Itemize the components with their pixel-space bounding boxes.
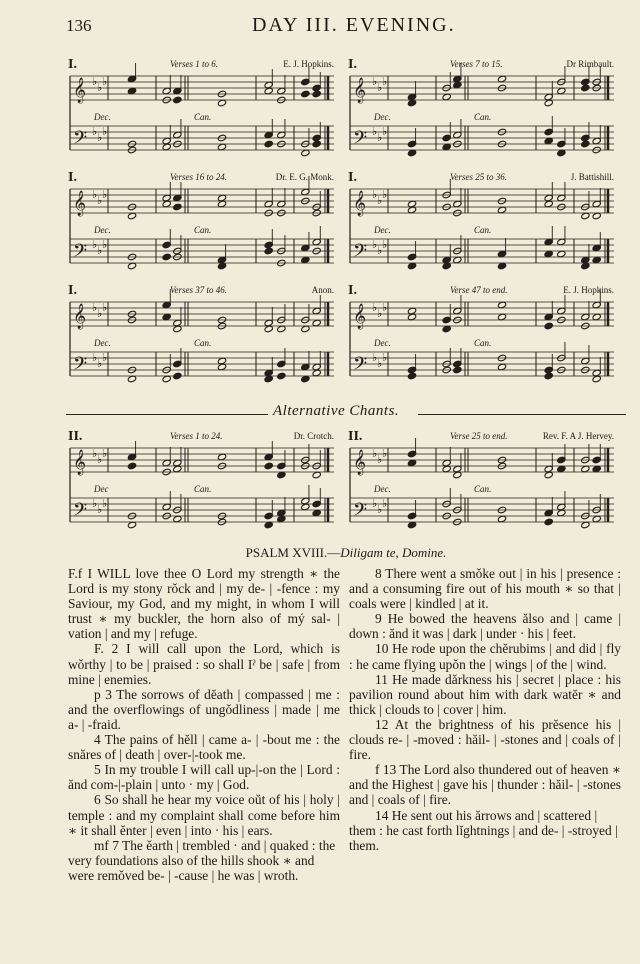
chant-verses: Verse 47 to end. (450, 285, 508, 295)
flat-icon: ♭ (372, 497, 378, 510)
treble-clef-icon: 𝄞 (73, 450, 87, 475)
chant-number: II. (348, 429, 363, 444)
dec-label: Dec. (94, 225, 111, 235)
dec-label: Dec. (374, 338, 391, 348)
music-score (66, 432, 338, 542)
music-score (66, 60, 338, 170)
chant-8 (346, 429, 618, 542)
verse-13: f 13 The Lord also thundered out of heaven ∗ and the Highest | gave his | thunder : hăil- | -stones and | coals of | fire. (349, 762, 621, 808)
chant-composer: J. Battishill. (570, 172, 614, 182)
chant-6 (346, 283, 618, 396)
flat-icon: ♭ (92, 301, 98, 314)
rule-right (418, 414, 626, 415)
flat-icon: ♭ (92, 351, 98, 364)
flat-icon: ♭ (102, 351, 108, 364)
chant-composer: Dr Rimbault. (566, 59, 614, 69)
chant-verses: Verses 16 to 24. (170, 172, 227, 182)
bass-clef-icon: 𝄢 (73, 241, 88, 266)
note-head (173, 372, 182, 380)
alternative-label: Alternative Chants. (273, 403, 400, 419)
flat-icon: ♭ (372, 447, 378, 460)
psalm-title (66, 545, 626, 561)
note-head (407, 372, 416, 380)
verse-14: 14 He sent out his ărrows and | scattered | them : he cast forth lĭghtnings | and de- | -stroyed | them. (349, 807, 618, 853)
treble-clef-icon: 𝄞 (73, 191, 87, 216)
bass-clef-icon: 𝄢 (353, 354, 368, 379)
flat-icon: ♭ (382, 75, 388, 88)
chant-composer: Rev. F. A J. Hervey. (542, 431, 614, 441)
chant-number: I. (68, 170, 77, 185)
flat-icon: ♭ (102, 447, 108, 460)
note-head (277, 372, 286, 380)
music-score (346, 286, 618, 396)
chant-verses: Verses 37 to 46. (170, 285, 227, 295)
note-head (544, 518, 553, 526)
chant-number: I. (348, 283, 357, 298)
flat-icon: ♭ (372, 125, 378, 138)
flat-icon: ♭ (372, 75, 378, 88)
alternative-chants-heading (66, 403, 626, 423)
flat-icon: ♭ (377, 357, 383, 370)
chant-4 (346, 170, 618, 283)
chant-verses: Verses 1 to 6. (170, 59, 218, 69)
chant-number: I. (348, 57, 357, 72)
treble-clef-icon: 𝄞 (353, 191, 367, 216)
flat-icon: ♭ (382, 351, 388, 364)
flat-icon: ♭ (92, 497, 98, 510)
chant-composer: Dr. Crotch. (293, 431, 334, 441)
note-head (544, 322, 553, 330)
verse-12: 12 At the brightness of his prĕsence his | clouds re- | -moved : hăil- | -stones and | coals of | fire. (349, 716, 621, 763)
bass-clef-icon: 𝄢 (353, 241, 368, 266)
music-score (66, 286, 338, 396)
can-label: Can. (194, 112, 212, 122)
bass-clef-icon: 𝄢 (73, 128, 88, 153)
treble-clef-icon: 𝄞 (73, 78, 87, 103)
note-head (581, 140, 590, 148)
can-label: Can. (194, 225, 212, 235)
verse-8: 8 There went a smǒke out | in his | presence : and a consuming fire out of his mouth ∗ so that | coals were | kindled | at it. (349, 566, 621, 612)
flat-icon: ♭ (92, 188, 98, 201)
flat-icon: ♭ (372, 301, 378, 314)
bass-clef-icon: 𝄢 (73, 500, 88, 525)
flat-icon: ♭ (97, 194, 103, 207)
note-head (264, 140, 273, 148)
flat-icon: ♭ (377, 131, 383, 144)
bass-clef-icon: 𝄢 (73, 354, 88, 379)
chant-2 (346, 57, 618, 170)
verse-4: 4 The pains of hĕll | came a- | -bout me : the snăres of | death | over-|-took me. (68, 732, 340, 763)
can-label: Can. (474, 112, 492, 122)
flat-icon: ♭ (382, 447, 388, 460)
right-column (349, 566, 621, 853)
chant-1 (66, 57, 338, 170)
note-head (173, 96, 182, 104)
flat-icon: ♭ (382, 497, 388, 510)
flat-icon: ♭ (102, 75, 108, 88)
treble-clef-icon: 𝄞 (353, 78, 367, 103)
treble-clef-icon: 𝄞 (353, 450, 367, 475)
can-label: Can. (474, 225, 492, 235)
chant-verses: Verses 7 to 15. (450, 59, 503, 69)
psalm-number: PSALM XVIII.— (245, 545, 341, 560)
flat-icon: ♭ (377, 244, 383, 257)
treble-clef-icon: 𝄞 (73, 304, 87, 329)
verse-10: 10 He rode upon the chĕrubims | and did | fly : he came flying upǒn the | wings | of the | wind. (349, 641, 621, 672)
flat-icon: ♭ (97, 453, 103, 466)
chant-number: I. (68, 57, 77, 72)
dec-label: Dec. (94, 112, 111, 122)
flat-icon: ♭ (377, 503, 383, 516)
flat-icon: ♭ (102, 497, 108, 510)
verse-2: F. 2 I will call upon the Lord, which is wǒrthy | to be | praised : so shall Iˀ be | safe | from mine | enemies. (68, 641, 340, 687)
chant-composer: Anon. (311, 285, 334, 295)
chant-3 (66, 170, 338, 283)
flat-icon: ♭ (102, 301, 108, 314)
note-head (127, 462, 136, 470)
flat-icon: ♭ (92, 447, 98, 460)
flat-icon: ♭ (382, 301, 388, 314)
flat-icon: ♭ (92, 125, 98, 138)
flat-icon: ♭ (377, 194, 383, 207)
note-head (301, 90, 310, 98)
flat-icon: ♭ (372, 351, 378, 364)
left-column (68, 566, 340, 883)
verse-7: mf 7 The ěarth | trembled · and | quaked : the very foundations also of the hills shook ∗ and were remǒved be- | -cause | he was | wroth. (68, 837, 336, 883)
psalm-subtitle: Diligam te, Domine. (340, 545, 447, 560)
note-head (453, 366, 462, 374)
flat-icon: ♭ (377, 81, 383, 94)
dec-label: Dec. (374, 484, 391, 494)
chant-5 (66, 283, 338, 396)
music-score (66, 173, 338, 283)
chant-verses: Verse 25 to end. (450, 431, 508, 441)
verse-1: F.f I WILL love thee O Lord my strength ∗ the Lord is my stony rǒck and | my de- | -fence : my Saviour, my God, and my might, in whom I will trust ∗ my buckler, the horn also of mý sal- | vation | and my | refuge. (68, 566, 340, 642)
note-head (162, 253, 171, 261)
can-label: Can. (194, 484, 212, 494)
flat-icon: ♭ (97, 503, 103, 516)
dec-label: Dec. (94, 338, 111, 348)
note-head (173, 203, 182, 211)
note-head (264, 462, 273, 470)
flat-icon: ♭ (382, 125, 388, 138)
chant-composer: E. J. Hopkins. (283, 59, 334, 69)
dec-label: Dec (94, 484, 109, 494)
verse-5: 5 In my trouble I will call up-|-on the | Lord : ănd com-|-plain | unto · my | God. (68, 762, 340, 793)
flat-icon: ♭ (92, 75, 98, 88)
chant-7 (66, 429, 338, 542)
flat-icon: ♭ (377, 307, 383, 320)
verse-6: 6 So shall he hear my voice oŭt of his | holy | temple : and my complaint shall come before him ∗ it shall ěnter | even | into · his | ears. (68, 792, 340, 838)
verse-3: p 3 The sorrows of dĕath | compassed | me : and the overflowings of ungǒdliness | made | me a- | -fraid. (68, 686, 340, 732)
chant-composer: E. J. Hopkins. (563, 285, 614, 295)
treble-clef-icon: 𝄞 (353, 304, 367, 329)
flat-icon: ♭ (97, 357, 103, 370)
chant-composer: Dr. E. G. Monk. (275, 172, 334, 182)
flat-icon: ♭ (102, 188, 108, 201)
music-score (346, 60, 618, 170)
note-head (312, 90, 321, 98)
rule-left (66, 414, 268, 415)
dec-label: Dec. (374, 225, 391, 235)
chant-number: I. (348, 170, 357, 185)
chant-verses: Verses 25 to 36. (450, 172, 507, 182)
bass-clef-icon: 𝄢 (353, 128, 368, 153)
note-head (312, 140, 321, 148)
music-score (346, 173, 618, 283)
music-score (346, 432, 618, 542)
page-title: DAY III. EVENING. (252, 14, 456, 36)
note-head (581, 84, 590, 92)
verse-11: 11 He made dărkness his | secret | place : his pavilion round about him with dark watĕr ∗ and thick | clouds to | cover | him. (349, 671, 621, 717)
bass-clef-icon: 𝄢 (353, 500, 368, 525)
flat-icon: ♭ (102, 238, 108, 251)
chant-number: I. (68, 283, 77, 298)
can-label: Can. (474, 484, 492, 494)
can-label: Can. (474, 338, 492, 348)
page-header (66, 14, 620, 40)
flat-icon: ♭ (377, 453, 383, 466)
chant-verses: Verses 1 to 24. (170, 431, 223, 441)
flat-icon: ♭ (382, 188, 388, 201)
flat-icon: ♭ (97, 131, 103, 144)
flat-icon: ♭ (382, 238, 388, 251)
page-number: 136 (66, 16, 92, 35)
note-head (544, 372, 553, 380)
flat-icon: ♭ (97, 81, 103, 94)
flat-icon: ♭ (372, 188, 378, 201)
verse-9: 9 He bowed the heavens ălso and | came | down : ănd it was | dark | under · his | feet. (349, 611, 621, 642)
flat-icon: ♭ (97, 307, 103, 320)
flat-icon: ♭ (372, 238, 378, 251)
flat-icon: ♭ (102, 125, 108, 138)
flat-icon: ♭ (92, 238, 98, 251)
note-head (264, 247, 273, 255)
dec-label: Dec. (374, 112, 391, 122)
can-label: Can. (194, 338, 212, 348)
flat-icon: ♭ (97, 244, 103, 257)
chant-number: II. (68, 429, 83, 444)
